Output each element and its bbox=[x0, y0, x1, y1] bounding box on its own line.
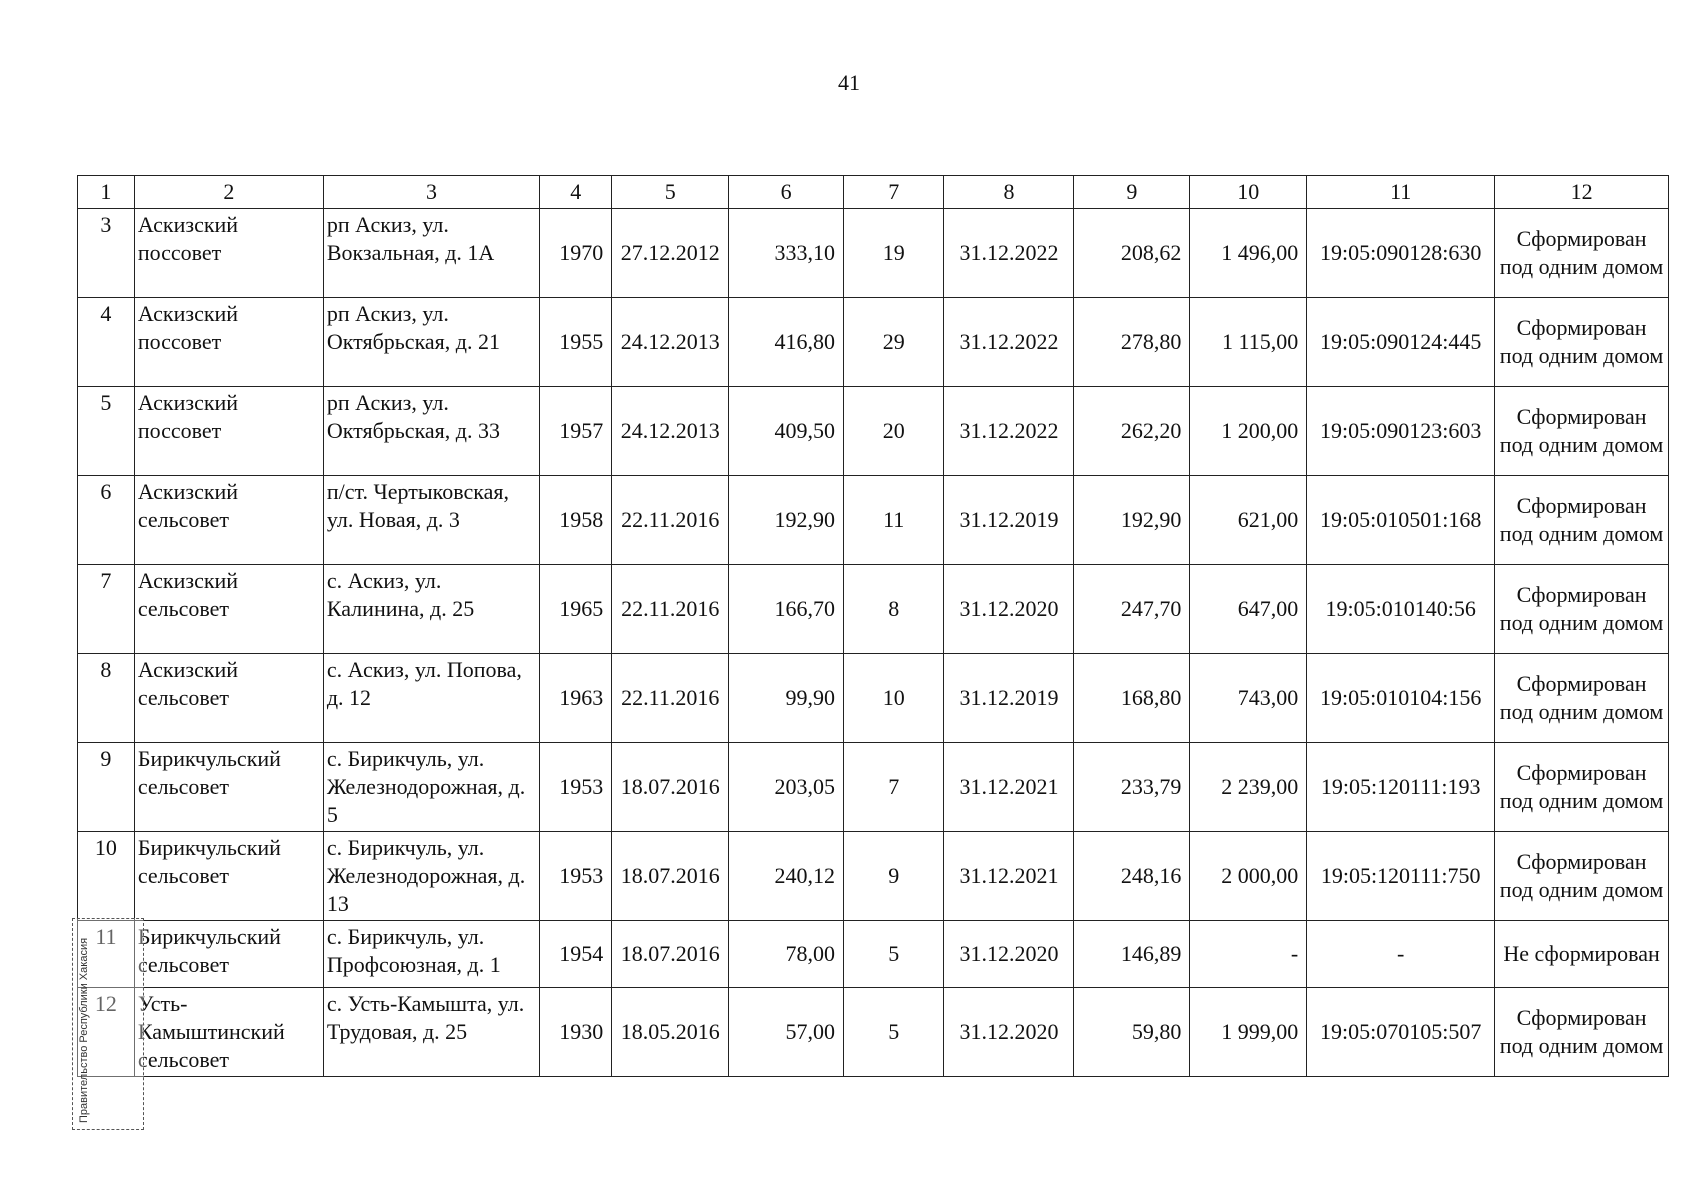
stamp-text: Правительство Республики Хакасия bbox=[78, 937, 90, 1123]
date-cell: 22.11.2016 bbox=[612, 476, 729, 565]
count-cell: 20 bbox=[843, 387, 944, 476]
cadastral-number-cell: 19:05:010104:156 bbox=[1307, 654, 1495, 743]
organization-cell: Аскизский поссовет bbox=[134, 298, 323, 387]
table-row bbox=[78, 565, 1669, 654]
table-row bbox=[78, 988, 1669, 1077]
count-cell: 7 bbox=[843, 743, 944, 832]
area2-cell: 146,89 bbox=[1074, 921, 1190, 988]
address-cell: рп Аскиз, ул. Октябрьская, д. 21 bbox=[323, 298, 539, 387]
status-cell: Сформирован под одним домом bbox=[1495, 832, 1669, 921]
land-area-cell: 1 115,00 bbox=[1190, 298, 1307, 387]
column-header: 12 bbox=[1495, 176, 1669, 209]
land-area-cell: 2 000,00 bbox=[1190, 832, 1307, 921]
deadline-cell: 31.12.2022 bbox=[944, 209, 1074, 298]
organization-cell: Аскизский сельсовет bbox=[134, 565, 323, 654]
area-cell: 240,12 bbox=[729, 832, 844, 921]
area2-cell: 262,20 bbox=[1074, 387, 1190, 476]
date-cell: 18.07.2016 bbox=[612, 832, 729, 921]
count-cell: 5 bbox=[843, 988, 944, 1077]
area-cell: 192,90 bbox=[729, 476, 844, 565]
column-header: 10 bbox=[1190, 176, 1307, 209]
land-area-cell: 1 200,00 bbox=[1190, 387, 1307, 476]
row-number-cell: 9 bbox=[78, 743, 135, 832]
deadline-cell: 31.12.2020 bbox=[944, 565, 1074, 654]
date-cell: 22.11.2016 bbox=[612, 565, 729, 654]
row-number-cell: 11 bbox=[78, 921, 135, 988]
deadline-cell: 31.12.2020 bbox=[944, 921, 1074, 988]
cadastral-number-cell: 19:05:090124:445 bbox=[1307, 298, 1495, 387]
address-cell: рп Аскиз, ул. Октябрьская, д. 33 bbox=[323, 387, 539, 476]
area2-cell: 59,80 bbox=[1074, 988, 1190, 1077]
column-header: 1 bbox=[78, 176, 135, 209]
area2-cell: 168,80 bbox=[1074, 654, 1190, 743]
row-number-cell: 4 bbox=[78, 298, 135, 387]
year-cell: 1970 bbox=[540, 209, 612, 298]
table-row bbox=[78, 476, 1669, 565]
year-cell: 1963 bbox=[540, 654, 612, 743]
year-cell: 1954 bbox=[540, 921, 612, 988]
cadastral-number-cell: 19:05:010501:168 bbox=[1307, 476, 1495, 565]
count-cell: 8 bbox=[843, 565, 944, 654]
area2-cell: 278,80 bbox=[1074, 298, 1190, 387]
organization-cell: Аскизский сельсовет bbox=[134, 476, 323, 565]
status-cell: Не сформирован bbox=[1495, 921, 1669, 988]
deadline-cell: 31.12.2019 bbox=[944, 476, 1074, 565]
column-header: 2 bbox=[134, 176, 323, 209]
date-cell: 24.12.2013 bbox=[612, 387, 729, 476]
area-cell: 333,10 bbox=[729, 209, 844, 298]
table-row bbox=[78, 743, 1669, 832]
row-number-cell: 8 bbox=[78, 654, 135, 743]
column-header: 4 bbox=[540, 176, 612, 209]
table-row bbox=[78, 387, 1669, 476]
area2-cell: 192,90 bbox=[1074, 476, 1190, 565]
column-header: 8 bbox=[944, 176, 1074, 209]
year-cell: 1930 bbox=[540, 988, 612, 1077]
row-number-cell: 3 bbox=[78, 209, 135, 298]
address-cell: с. Бирикчуль, ул. Профсоюзная, д. 1 bbox=[323, 921, 539, 988]
organization-cell: Аскизский сельсовет bbox=[134, 654, 323, 743]
address-cell: рп Аскиз, ул. Вокзальная, д. 1А bbox=[323, 209, 539, 298]
count-cell: 9 bbox=[843, 832, 944, 921]
area-cell: 166,70 bbox=[729, 565, 844, 654]
row-number-cell: 5 bbox=[78, 387, 135, 476]
cadastral-number-cell: 19:05:070105:507 bbox=[1307, 988, 1495, 1077]
column-header: 11 bbox=[1307, 176, 1495, 209]
cadastral-number-cell: 19:05:090123:603 bbox=[1307, 387, 1495, 476]
row-number-cell: 12 bbox=[78, 988, 135, 1077]
date-cell: 18.07.2016 bbox=[612, 921, 729, 988]
area2-cell: 233,79 bbox=[1074, 743, 1190, 832]
area-cell: 409,50 bbox=[729, 387, 844, 476]
count-cell: 5 bbox=[843, 921, 944, 988]
column-header: 6 bbox=[729, 176, 844, 209]
date-cell: 18.07.2016 bbox=[612, 743, 729, 832]
deadline-cell: 31.12.2020 bbox=[944, 988, 1074, 1077]
status-cell: Сформирован под одним домом bbox=[1495, 476, 1669, 565]
deadline-cell: 31.12.2022 bbox=[944, 387, 1074, 476]
row-number-cell: 10 bbox=[78, 832, 135, 921]
land-area-cell: 1 999,00 bbox=[1190, 988, 1307, 1077]
address-cell: с. Бирикчуль, ул. Железнодорожная, д. 13 bbox=[323, 832, 539, 921]
stamp bbox=[72, 918, 144, 1130]
date-cell: 27.12.2012 bbox=[612, 209, 729, 298]
date-cell: 24.12.2013 bbox=[612, 298, 729, 387]
year-cell: 1953 bbox=[540, 832, 612, 921]
year-cell: 1957 bbox=[540, 387, 612, 476]
area2-cell: 248,16 bbox=[1074, 832, 1190, 921]
year-cell: 1965 bbox=[540, 565, 612, 654]
area-cell: 203,05 bbox=[729, 743, 844, 832]
column-header: 5 bbox=[612, 176, 729, 209]
status-cell: Сформирован под одним домом bbox=[1495, 654, 1669, 743]
cadastral-number-cell: - bbox=[1307, 921, 1495, 988]
address-cell: п/ст. Чертыковская, ул. Новая, д. 3 bbox=[323, 476, 539, 565]
area-cell: 99,90 bbox=[729, 654, 844, 743]
cadastral-number-cell: 19:05:120111:750 bbox=[1307, 832, 1495, 921]
table-row bbox=[78, 832, 1669, 921]
date-cell: 22.11.2016 bbox=[612, 654, 729, 743]
count-cell: 11 bbox=[843, 476, 944, 565]
status-cell: Сформирован под одним домом bbox=[1495, 387, 1669, 476]
organization-cell: Бирикчульский сельсовет bbox=[134, 832, 323, 921]
year-cell: 1958 bbox=[540, 476, 612, 565]
area-cell: 78,00 bbox=[729, 921, 844, 988]
land-area-cell: 647,00 bbox=[1190, 565, 1307, 654]
address-cell: с. Аскиз, ул. Калинина, д. 25 bbox=[323, 565, 539, 654]
page-number: 41 bbox=[838, 70, 860, 95]
land-area-cell: 743,00 bbox=[1190, 654, 1307, 743]
column-header: 7 bbox=[843, 176, 944, 209]
status-cell: Сформирован под одним домом bbox=[1495, 209, 1669, 298]
table-row bbox=[78, 298, 1669, 387]
address-cell: с. Бирикчуль, ул. Железнодорожная, д. 5 bbox=[323, 743, 539, 832]
land-area-cell: 2 239,00 bbox=[1190, 743, 1307, 832]
count-cell: 29 bbox=[843, 298, 944, 387]
organization-cell: Аскизский поссовет bbox=[134, 387, 323, 476]
row-number-cell: 6 bbox=[78, 476, 135, 565]
date-cell: 18.05.2016 bbox=[612, 988, 729, 1077]
land-area-cell: 621,00 bbox=[1190, 476, 1307, 565]
table-row bbox=[78, 921, 1669, 988]
area-cell: 57,00 bbox=[729, 988, 844, 1077]
area2-cell: 208,62 bbox=[1074, 209, 1190, 298]
year-cell: 1953 bbox=[540, 743, 612, 832]
cadastral-number-cell: 19:05:120111:193 bbox=[1307, 743, 1495, 832]
area-cell: 416,80 bbox=[729, 298, 844, 387]
deadline-cell: 31.12.2019 bbox=[944, 654, 1074, 743]
year-cell: 1955 bbox=[540, 298, 612, 387]
count-cell: 10 bbox=[843, 654, 944, 743]
status-cell: Сформирован под одним домом bbox=[1495, 298, 1669, 387]
table-header-row bbox=[78, 176, 1669, 209]
row-number-cell: 7 bbox=[78, 565, 135, 654]
deadline-cell: 31.12.2021 bbox=[944, 743, 1074, 832]
column-header: 3 bbox=[323, 176, 539, 209]
organization-cell: Бирикчульский сельсовет bbox=[134, 921, 323, 988]
deadline-cell: 31.12.2021 bbox=[944, 832, 1074, 921]
table-row bbox=[78, 654, 1669, 743]
count-cell: 19 bbox=[843, 209, 944, 298]
land-area-cell: 1 496,00 bbox=[1190, 209, 1307, 298]
status-cell: Сформирован под одним домом bbox=[1495, 743, 1669, 832]
table-row bbox=[78, 209, 1669, 298]
cadastral-number-cell: 19:05:090128:630 bbox=[1307, 209, 1495, 298]
column-header: 9 bbox=[1074, 176, 1190, 209]
area2-cell: 247,70 bbox=[1074, 565, 1190, 654]
address-cell: с. Аскиз, ул. Попова, д. 12 bbox=[323, 654, 539, 743]
land-area-cell: - bbox=[1190, 921, 1307, 988]
address-cell: с. Усть-Камышта, ул. Трудовая, д. 25 bbox=[323, 988, 539, 1077]
status-cell: Сформирован под одним домом bbox=[1495, 565, 1669, 654]
deadline-cell: 31.12.2022 bbox=[944, 298, 1074, 387]
status-cell: Сформирован под одним домом bbox=[1495, 988, 1669, 1077]
organization-cell: Усть-Камыштинский сельсовет bbox=[134, 988, 323, 1077]
registry-table bbox=[77, 175, 1669, 1077]
organization-cell: Бирикчульский сельсовет bbox=[134, 743, 323, 832]
cadastral-number-cell: 19:05:010140:56 bbox=[1307, 565, 1495, 654]
organization-cell: Аскизский поссовет bbox=[134, 209, 323, 298]
